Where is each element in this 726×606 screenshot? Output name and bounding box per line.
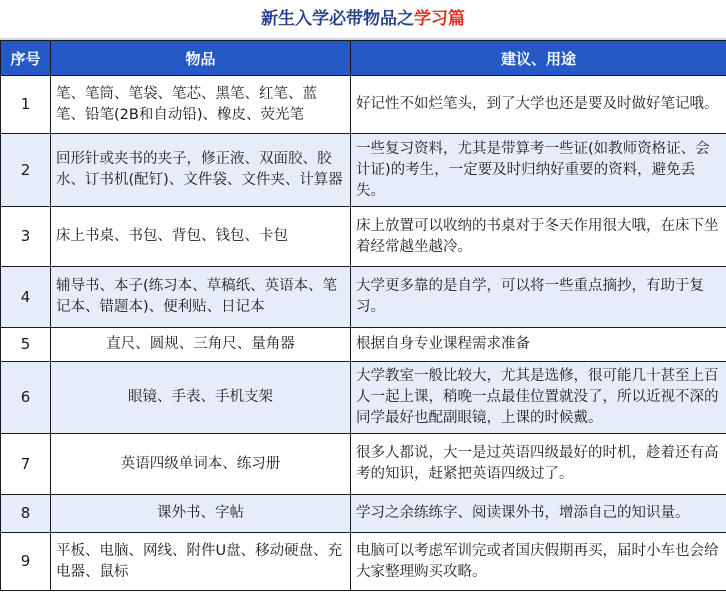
- page-title: [0, 0, 726, 40]
- row-item: 辅导书、本子(练习本、草稿纸、英语本、笔记本、错题本)、便利贴、日记本: [51, 267, 351, 328]
- header-no: 序号: [1, 41, 51, 76]
- row-number: 7: [1, 434, 51, 495]
- table-row: [1, 328, 726, 362]
- row-number: 4: [1, 267, 51, 328]
- table-row: [1, 362, 726, 434]
- row-advice: 大学教室一般比较大，尤其是选修，很可能几十甚至上百人一起上课，稍晚一点最佳位置就没了，所以近视不深的同学最好也配副眼镜，上课的时候戴。: [351, 362, 726, 434]
- row-advice: 大学更多靠的是自学，可以将一些重点摘抄，有助于复习。: [351, 267, 726, 328]
- row-advice: 床上放置可以收纳的书桌对于冬天作用很大哦，在床下坐着经常越坐越冷。: [351, 207, 726, 267]
- row-advice: 很多人都说，大一是过英语四级最好的时机，趁着还有高考的知识，赶紧把英语四级过了。: [351, 434, 726, 495]
- title-highlight: 学习篇: [414, 9, 465, 29]
- row-item: 笔、笔筒、笔袋、笔芯、黑笔、红笔、蓝笔、铅笔(2B和自动铅)、橡皮、荧光笔: [51, 76, 351, 134]
- row-item: 课外书、字帖: [51, 495, 351, 533]
- row-item: 平板、电脑、网线、附件U盘、移动硬盘、充电器、鼠标: [51, 533, 351, 591]
- row-advice: 一些复习资料，尤其是带算考一些证(如教师资格证、会计证)的考生，一定要及时归纳好重要的资料，避免丢失。: [351, 134, 726, 207]
- row-number: 2: [1, 134, 51, 207]
- table-row: [1, 533, 726, 591]
- row-advice: 好记性不如烂笔头，到了大学也还是要及时做好笔记哦。: [351, 76, 726, 134]
- table-row: [1, 267, 726, 328]
- row-advice: 电脑可以考虑军训完或者国庆假期再买，届时小车也会给大家整理购买攻略。: [351, 533, 726, 591]
- table-row: [1, 76, 726, 134]
- table-row: [1, 495, 726, 533]
- row-number: 5: [1, 328, 51, 362]
- row-item: 床上书桌、书包、背包、钱包、卡包: [51, 207, 351, 267]
- row-item: 眼镜、手表、手机支架: [51, 362, 351, 434]
- row-number: 8: [1, 495, 51, 533]
- table-row: [1, 434, 726, 495]
- header-item: 物品: [51, 41, 351, 76]
- row-advice: 根据自身专业课程需求准备: [351, 328, 726, 362]
- row-item: 直尺、圆规、三角尺、量角器: [51, 328, 351, 362]
- table-row: [1, 207, 726, 267]
- row-item: 英语四级单词本、练习册: [51, 434, 351, 495]
- row-number: 6: [1, 362, 51, 434]
- title-main: 新生入学必带物品之: [261, 9, 414, 29]
- row-number: 3: [1, 207, 51, 267]
- header-advice: 建议、用途: [351, 41, 726, 76]
- row-advice: 学习之余练练字、阅读课外书，增添自己的知识量。: [351, 495, 726, 533]
- table-header-row: [1, 41, 726, 76]
- row-number: 1: [1, 76, 51, 134]
- table-row: [1, 134, 726, 207]
- row-item: 回形针或夹书的夹子，修正液、双面胶、胶水、订书机(配钉)、文件袋、文件夹、计算器: [51, 134, 351, 207]
- supplies-table: [0, 40, 726, 591]
- row-number: 9: [1, 533, 51, 591]
